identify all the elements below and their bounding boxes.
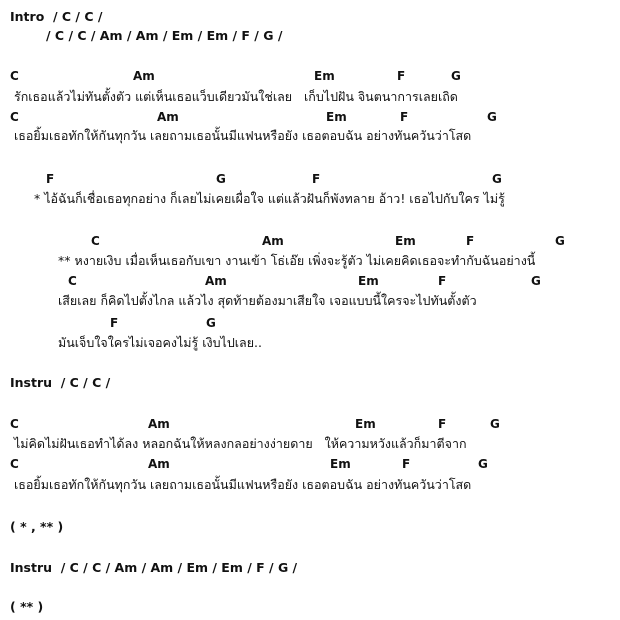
repeat-marker: ( ** ) bbox=[10, 599, 44, 614]
intro-line-1: Intro / C / C / bbox=[10, 9, 103, 24]
chord-label: G bbox=[206, 316, 216, 330]
chord-label: F bbox=[46, 172, 55, 186]
chord-label: F bbox=[438, 417, 447, 431]
chord-label: G bbox=[451, 69, 461, 83]
chord-label: F bbox=[402, 457, 411, 471]
chord-label: C bbox=[10, 69, 19, 83]
chord-label: G bbox=[555, 234, 565, 248]
chord-label: G bbox=[531, 274, 541, 288]
lyric-line: * ไอ้ฉันก็เชื่อเธอทุกอย่าง ก็เลยไม่เคยเผื่อใจ แต่แล้วฝันก็พังทลาย อ้าว! เธอไปกับใคร ไม่รู้ bbox=[34, 191, 505, 206]
chord-label: G bbox=[216, 172, 226, 186]
chord-label: Em bbox=[358, 274, 379, 288]
chord-label: G bbox=[487, 110, 497, 124]
chord-label: F bbox=[438, 274, 447, 288]
lyric-line: รักเธอแล้วไม่ทันตั้งตัว แต่เห็นเธอแว็บเดียวมันใช่เลย เก็บไปฝัน จินตนาการเลยเถิด bbox=[14, 89, 458, 104]
chord-label: C bbox=[91, 234, 100, 248]
chord-label: F bbox=[466, 234, 475, 248]
chord-label: F bbox=[110, 316, 119, 330]
chord-label: C bbox=[10, 110, 19, 124]
intro-line-2: / C / C / Am / Am / Em / Em / F / G / bbox=[46, 28, 283, 43]
chord-label: G bbox=[490, 417, 500, 431]
lyric-line: ** หงายเงิบ เมื่อเห็นเธอกับเขา งานเข้า โธ่เอ๊ย เพิ่งจะรู้ตัว ไม่เคยคิดเธอจะทำกับฉันอย่างนี้ bbox=[58, 253, 536, 268]
repeat-marker: ( * , ** ) bbox=[10, 519, 64, 534]
chord-label: F bbox=[397, 69, 406, 83]
lyric-line: ไม่คิดไม่ฝันเธอทำได้ลง หลอกฉันให้หลงกลอย่างง่ายดาย ให้ความหวังแล้วก็มาตีจาก bbox=[14, 436, 467, 451]
lyric-line: มันเจ็บใจใครไม่เจอคงไม่รู้ เงิบไปเลย.. bbox=[58, 335, 262, 350]
lyric-line: เธอยิ้มเธอทักให้กันทุกวัน เลยถามเธอนั้นมีแฟนหรือยัง เธอตอบฉัน อย่างทันควันว่าโสด bbox=[14, 128, 472, 143]
chord-label: Em bbox=[395, 234, 416, 248]
chord-label: Am bbox=[133, 69, 155, 83]
chord-label: C bbox=[10, 457, 19, 471]
chord-label: Am bbox=[157, 110, 179, 124]
lyric-line: เสียเลย ก็คิดไปตั้งไกล แล้วไง สุดท้ายต้องมาเสียใจ เจอแบบนี้ใครจะไปทันตั้งตัว bbox=[58, 293, 477, 308]
chord-label: Em bbox=[314, 69, 335, 83]
chord-label: G bbox=[478, 457, 488, 471]
chord-label: Em bbox=[355, 417, 376, 431]
chord-label: F bbox=[312, 172, 321, 186]
chord-label: C bbox=[10, 417, 19, 431]
chord-label: Am bbox=[148, 417, 170, 431]
chord-label: Am bbox=[205, 274, 227, 288]
chord-label: Em bbox=[326, 110, 347, 124]
chord-label: Em bbox=[330, 457, 351, 471]
instru-line: Instru / C / C / Am / Am / Em / Em / F / G / bbox=[10, 560, 298, 575]
instru-line: Instru / C / C / bbox=[10, 375, 111, 390]
chord-label: Am bbox=[262, 234, 284, 248]
chord-label: C bbox=[68, 274, 77, 288]
chord-label: Am bbox=[148, 457, 170, 471]
chord-label: F bbox=[400, 110, 409, 124]
chord-label: G bbox=[492, 172, 502, 186]
lyric-line: เธอยิ้มเธอทักให้กันทุกวัน เลยถามเธอนั้นมีแฟนหรือยัง เธอตอบฉัน อย่างทันควันว่าโสด bbox=[14, 477, 472, 492]
